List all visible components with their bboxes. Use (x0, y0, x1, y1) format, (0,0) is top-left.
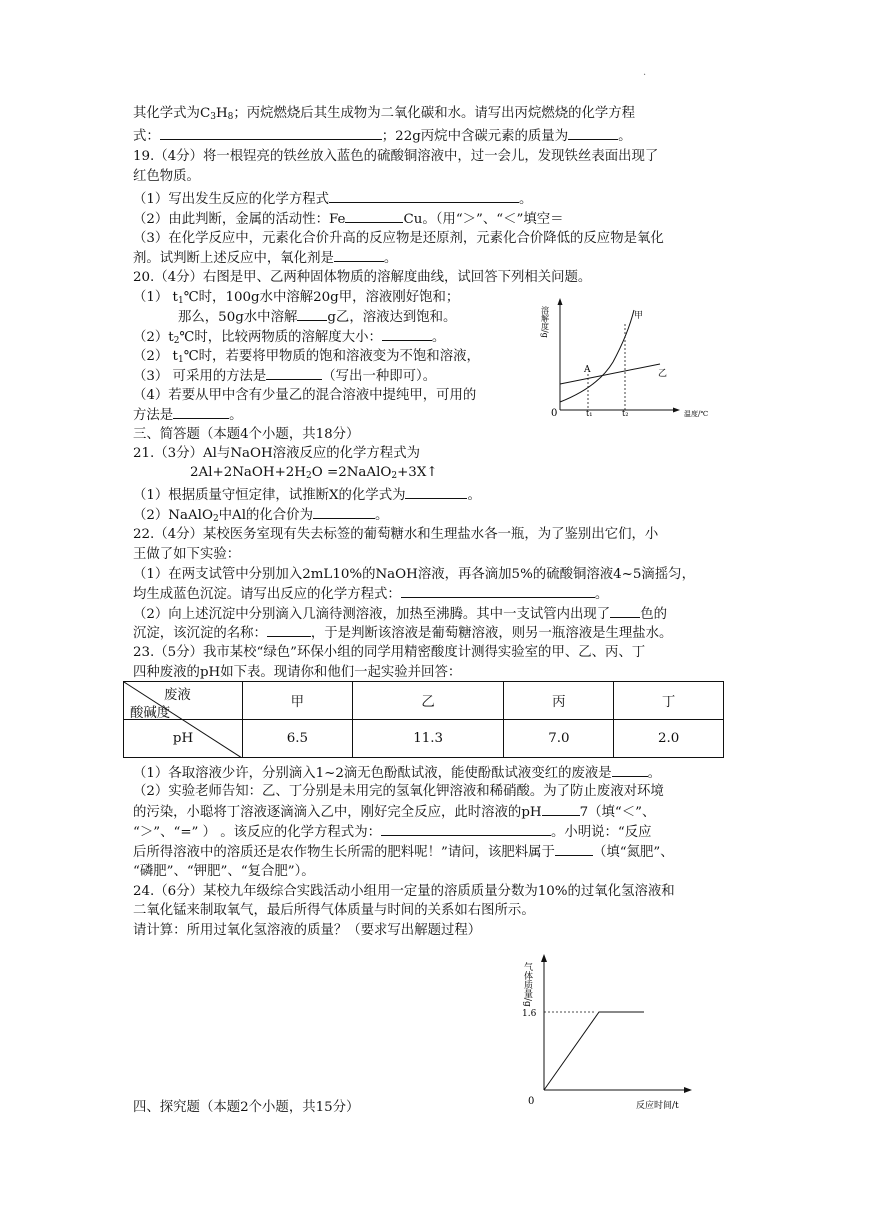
answer-blank[interactable] (612, 763, 648, 777)
series-yi-label: 乙 (658, 369, 668, 379)
answer-blank[interactable] (267, 623, 311, 637)
series-jia-curve (560, 310, 634, 402)
gas-mass-chart (510, 948, 706, 1112)
table-cell: 7.0 (504, 720, 614, 758)
text-line: （1） $t_1℃$时，100g水中溶解20g甲，溶液刚好饱和； (133, 290, 460, 306)
answer-blank[interactable] (160, 126, 382, 140)
row-label: pH (124, 720, 243, 758)
column-header: 丙 (504, 682, 614, 720)
text-line: （1）在两支试管中分别加入2mL10%的NaOH溶液，再各滴加5%的硫酸铜溶液4~5滴摇匀， (133, 567, 695, 582)
text-line: 红色物质。 (133, 169, 200, 184)
text-line: （2）向上述沉淀中分别滴入几滴待测溶液，加热至沸腾。其中一支试管内出现了 色的 (133, 604, 667, 624)
x-tick-label: t₁ (586, 409, 593, 418)
text-line: 那么，50g水中溶解 g乙，溶液达到饱和。 (178, 307, 456, 327)
text-line: （1）根据质量守恒定律，试推断X的化学式为 。 (133, 485, 481, 505)
table-header-diagonal (124, 682, 243, 720)
answer-blank[interactable] (610, 604, 640, 618)
text-line: （2）由此判断，金属的活动性：Fe Cu。（用“＞”、“＜”填空＝ (133, 209, 564, 229)
series-jia-label: 甲 (634, 311, 644, 321)
text-line: 的污染，小聪将丁溶液逐滴滴入乙中，刚好完全反应，此时溶液的pH 7（填“＜”、 (133, 802, 655, 822)
section-heading: 三、简答题（本题4个小题，共18分） (133, 427, 360, 442)
column-header: 丁 (614, 682, 724, 720)
answer-blank[interactable] (382, 327, 432, 341)
x-axis-label: 反应时间/t (636, 1101, 679, 1111)
question-22: 22.（4分）某校医务室现有失去标签的葡萄糖水和生理盐水各一瓶，为了鉴别出它们，小 (133, 527, 659, 542)
text-line: 二氧化锰来制取氧气，最后所得气体质量与时间的关系如右图所示。 (133, 903, 535, 918)
text-line: 沉淀，该沉淀的名称： ，于是判断该溶液是葡萄糖溶液，则另一瓶溶液是生理盐水。 (133, 623, 672, 643)
x-axis-label: 温度/℃ (684, 410, 709, 418)
text-line: 均生成蓝色沉淀。请写出反应的化学方程式： 。 (133, 584, 608, 604)
y-axis-label: 溶解度/g (540, 306, 550, 338)
answer-blank[interactable] (542, 802, 580, 816)
column-header: 乙 (352, 682, 504, 720)
table-cell: 2.0 (614, 720, 724, 758)
text-line: 四种废液的pH如下表。现请你和他们一起实验并回答： (133, 665, 462, 680)
answer-blank[interactable] (334, 248, 384, 262)
text-line: $(2)t_2℃$时，比较两物质的溶解度大小： 。 (133, 327, 445, 347)
ph-table (123, 681, 724, 758)
answer-blank[interactable] (297, 307, 327, 321)
answer-blank[interactable] (555, 842, 593, 856)
x-axis-arrow (684, 1087, 692, 1093)
x-tick-label: t₂ (622, 409, 629, 418)
column-header: 甲 (243, 682, 353, 720)
answer-blank[interactable] (405, 485, 467, 499)
text-line: 其化学式为$C_3H_8$；丙烷燃烧后其生成物为二氧化碳和水。请写出丙烷燃烧的化学方程 (133, 106, 636, 122)
text-line: （3） 可采用的方法是 （写出一种即可）。 (133, 366, 436, 386)
y-axis-arrow (541, 954, 547, 962)
question-19: 19.（4分）将一根锃亮的铁丝放入蓝色的硫酸铜溶液中，过一会儿，发现铁丝表面出现了 (133, 149, 659, 164)
table-cell: 11.3 (352, 720, 504, 758)
header-top-label: 废液 (164, 688, 191, 703)
point-a-label: A (584, 365, 591, 375)
question-21: 21.（3分）Al与NaOH溶液反应的化学方程式为 (133, 446, 420, 461)
answer-blank[interactable] (173, 405, 229, 419)
text-line: （4）若要从甲中含有少量乙的混合溶液中提纯甲，可用的 (133, 388, 477, 403)
section-heading: 四、探究题（本题2个小题，共15分） (133, 1100, 360, 1115)
y-axis-arrow (558, 298, 563, 305)
text-line: 后所得溶液中的溶质还是农作物生长所需的肥料呢！”请问，该肥料属于 （填“氮肥”、 (133, 842, 674, 862)
origin-label: 0 (551, 408, 558, 419)
answer-blank[interactable] (313, 505, 375, 519)
question-24: 24.（6分）某校九年级综合实践活动小组用一定量的溶质质量分数为10%的过氧化氢溶液和 (133, 884, 675, 899)
text-line: 请计算：所用过氧化氢溶液的质量？（要求写出解题过程） (133, 923, 482, 938)
text-line: “磷肥”、“钾肥”、“复合肥”）。 (133, 864, 315, 879)
equation: $2Al+2NaOH+2H_2O$ =2NaAlO$_2$+3X↑ (190, 465, 438, 481)
x-axis-arrow (673, 408, 680, 413)
y-axis-label: 气体质量/g (522, 962, 532, 1007)
text-line: 式： ；22g丙烷中含碳元素的质量为 。 (133, 126, 631, 146)
answer-blank[interactable] (568, 126, 618, 140)
answer-blank[interactable] (266, 366, 322, 380)
text-line: （3）在化学反应中，元素化合价升高的反应物是还原剂，元素化合价降低的反应物是氧化 (133, 231, 664, 246)
y-tick-label: 1.6 (522, 1009, 537, 1019)
header-bottom-label: 酸碱度 (130, 706, 171, 721)
answer-blank[interactable] (381, 822, 551, 836)
origin-label: 0 (528, 1096, 535, 1107)
text-line: （1）各取溶液少许，分别滴入1~2滴无色酚酞试液，能使酚酞试液变红的废液是 。 (133, 763, 661, 783)
text-line: （1）写出发生反应的化学方程式 。 (133, 189, 532, 209)
series-gas-line (544, 1012, 644, 1090)
text-line: “＞”、“=” ） 。该反应的化学方程式为： 。小明说：“反应 (133, 822, 652, 842)
text-line: 方法是 。 (133, 405, 243, 425)
text-line: 王做了如下实验： (133, 547, 241, 562)
page-mark: · (643, 70, 647, 81)
question-23: 23.（5分）我市某校“绿色”环保小组的同学用精密酸度计测得实验室的甲、乙、丙、丁 (133, 645, 646, 660)
text-line: （2）实验老师告知：乙、丁分别是未用完的氢氧化钾溶液和稀硝酸。为了防止废液对环境 (133, 784, 664, 799)
question-20: 20.（4分）右图是甲、乙两种固体物质的溶解度曲线，试回答下列相关问题。 (133, 270, 592, 285)
answer-blank[interactable] (329, 189, 519, 203)
solubility-chart (538, 292, 728, 426)
text-line: （2）NaAlO$_2$中Al的化合价为 。 (133, 505, 388, 525)
answer-blank[interactable] (345, 209, 403, 223)
answer-blank[interactable] (401, 584, 595, 598)
table-cell: 6.5 (243, 720, 353, 758)
text-line: （2） $t_1℃$时，若要将甲物质的饱和溶液变为不饱和溶液， (133, 349, 480, 365)
text-line: 剂。试判断上述反应中，氧化剂是 。 (133, 248, 397, 268)
